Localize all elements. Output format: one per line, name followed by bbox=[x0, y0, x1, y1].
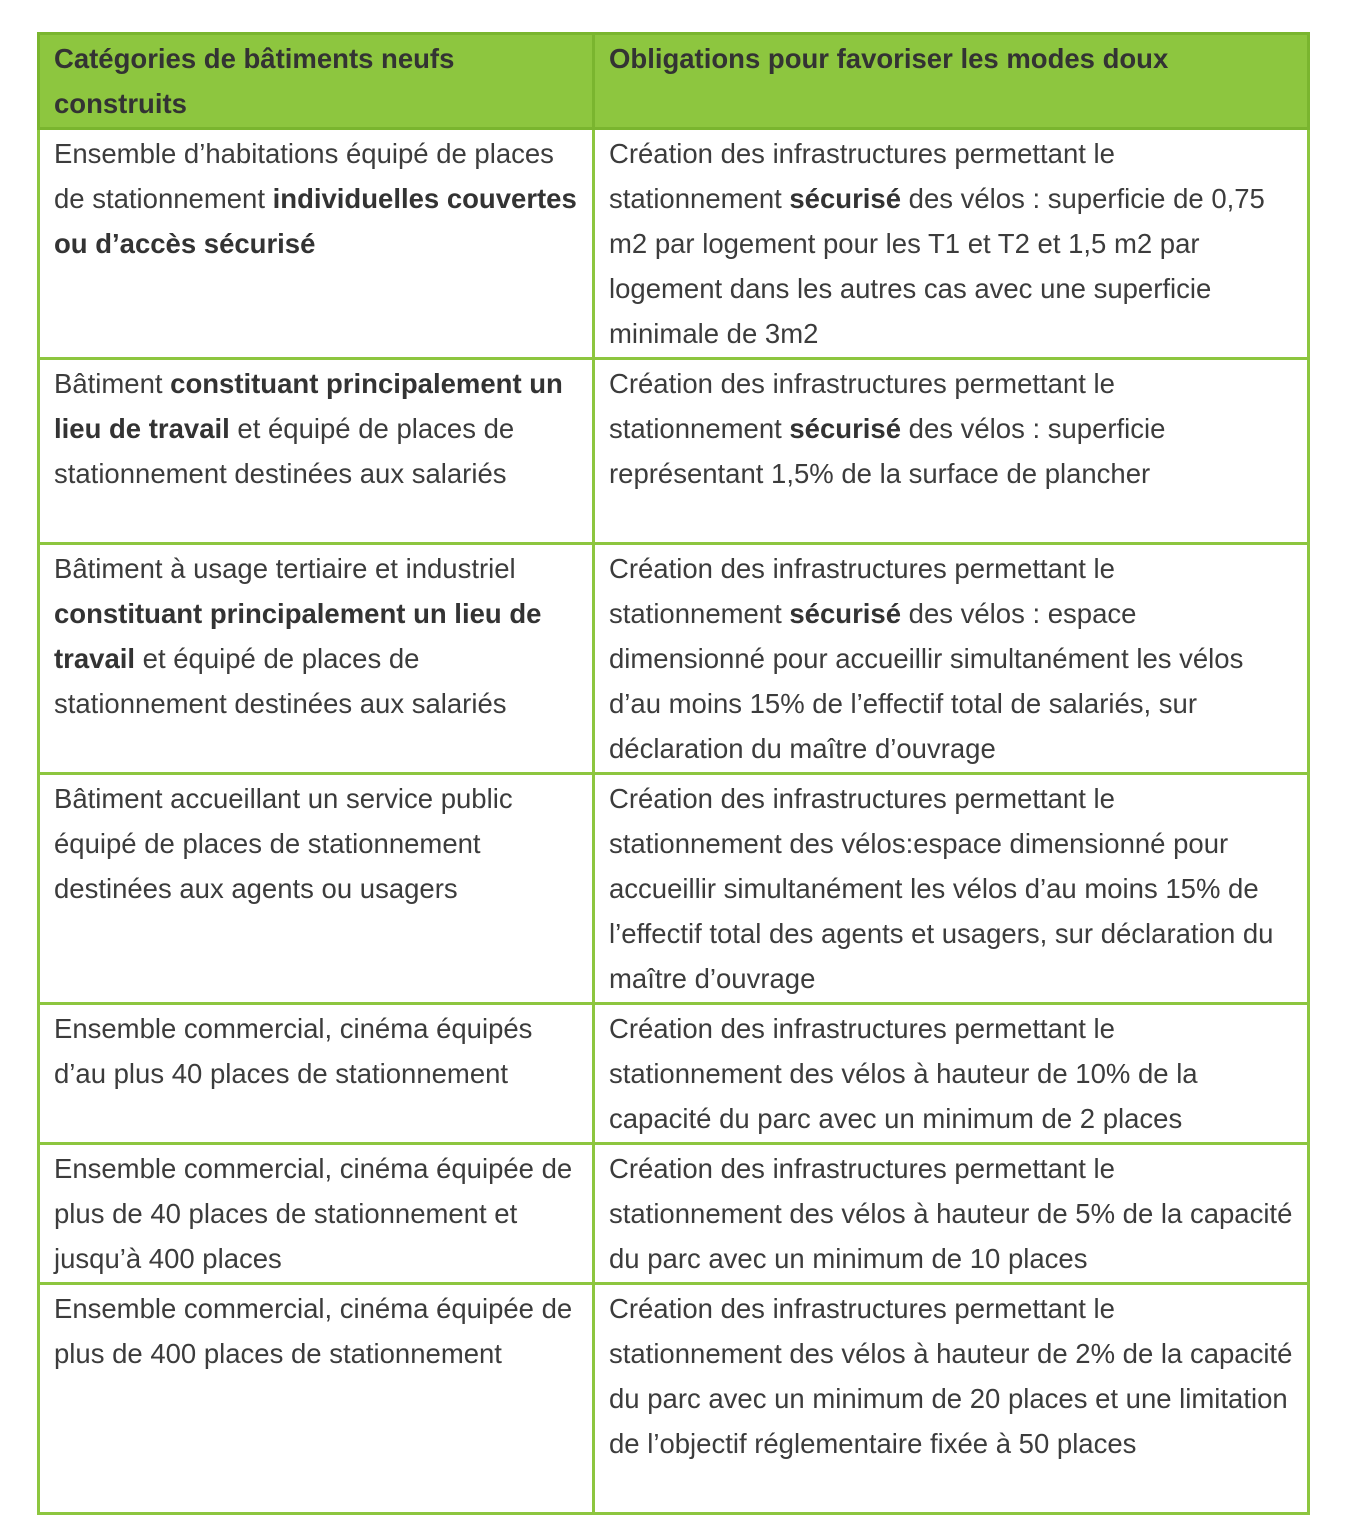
table-row bbox=[39, 1284, 1309, 1514]
text-run: Bâtiment bbox=[54, 368, 171, 399]
category-cell bbox=[39, 1004, 594, 1144]
obligation-cell bbox=[594, 129, 1309, 359]
obligation-cell bbox=[594, 774, 1309, 1004]
table-row bbox=[39, 359, 1309, 544]
text-run: des vélos : superficie représentant 1,5% de la surface de plancher bbox=[609, 413, 1166, 489]
text-run: Ensemble commercial, cinéma équipés d’au plus 40 places de stationnement bbox=[54, 1013, 533, 1089]
text-run: Création des infrastructures permettant le stationnement des vélos à hauteur de 2% de la capacité du parc avec un minimum de 20 places et une limitation de l’objectif réglementaire fixée à 50 places bbox=[609, 1293, 1293, 1459]
text-run: des vélos : superficie de 0,75 m2 par logement pour les T1 et T2 et 1,5 m2 par logement dans les autres cas avec une superficie minimale de 3m2 bbox=[609, 183, 1265, 349]
text-run: Création des infrastructures permettant le stationnement des vélos:espace dimensionné pour accueillir simultanément les vélos d’au moins 15% de l’effectif total des agents et usagers, sur déclaration du maître d’ouvrage bbox=[609, 783, 1274, 994]
header-categories: Catégories de bâtiments neufs construits bbox=[39, 34, 594, 129]
header-obligations: Obligations pour favoriser les modes doux bbox=[594, 34, 1309, 129]
obligation-cell bbox=[594, 1004, 1309, 1144]
category-cell bbox=[39, 359, 594, 544]
category-cell bbox=[39, 544, 594, 774]
table-header-row bbox=[39, 34, 1309, 129]
text-run: Ensemble commercial, cinéma équipée de plus de 400 places de stationnement bbox=[54, 1293, 573, 1369]
table-row bbox=[39, 774, 1309, 1004]
text-run: Création des infrastructures permettant le stationnement bbox=[609, 368, 1115, 444]
text-run: et équipé de places de stationnement destinées aux salariés bbox=[54, 643, 507, 719]
bold-text: individuelles couvertes ou d’accès sécurisé bbox=[54, 183, 577, 259]
text-run: Bâtiment à usage tertiaire et industriel bbox=[54, 553, 516, 584]
category-cell bbox=[39, 1144, 594, 1284]
bold-text: sécurisé bbox=[789, 598, 902, 629]
obligation-cell bbox=[594, 359, 1309, 544]
category-cell bbox=[39, 1284, 594, 1514]
text-run: Création des infrastructures permettant le stationnement des vélos à hauteur de 5% de la capacité du parc avec un minimum de 10 places bbox=[609, 1153, 1293, 1274]
table-row bbox=[39, 129, 1309, 359]
text-run: Création des infrastructures permettant le stationnement bbox=[609, 138, 1115, 214]
text-run: Bâtiment accueillant un service public équipé de places de stationnement destinées aux agents ou usagers bbox=[54, 783, 513, 904]
bold-text: constituant principalement un lieu de travail bbox=[54, 598, 542, 674]
bold-text: constituant principalement un lieu de travail bbox=[54, 368, 563, 444]
text-run: et équipé de places de stationnement destinées aux salariés bbox=[54, 413, 515, 489]
obligation-cell bbox=[594, 544, 1309, 774]
bold-text: sécurisé bbox=[789, 183, 902, 214]
text-run: Ensemble d’habitations équipé de places de stationnement bbox=[54, 138, 554, 214]
table-row bbox=[39, 1144, 1309, 1284]
obligation-cell bbox=[594, 1284, 1309, 1514]
text-run: Création des infrastructures permettant le stationnement bbox=[609, 553, 1115, 629]
obligation-cell bbox=[594, 1144, 1309, 1284]
category-cell bbox=[39, 774, 594, 1004]
text-run: Ensemble commercial, cinéma équipée de plus de 40 places de stationnement et jusqu’à 400 places bbox=[54, 1153, 573, 1274]
category-cell bbox=[39, 129, 594, 359]
text-run: des vélos : espace dimensionné pour accueillir simultanément les vélos d’au moins 15% de l’effectif total de salariés, sur déclaration du maître d’ouvrage bbox=[609, 598, 1244, 764]
bold-text: sécurisé bbox=[789, 413, 902, 444]
regulation-table bbox=[37, 32, 1310, 1515]
table-row bbox=[39, 1004, 1309, 1144]
table-row bbox=[39, 544, 1309, 774]
text-run: Création des infrastructures permettant le stationnement des vélos à hauteur de 10% de la capacité du parc avec un minimum de 2 places bbox=[609, 1013, 1198, 1134]
